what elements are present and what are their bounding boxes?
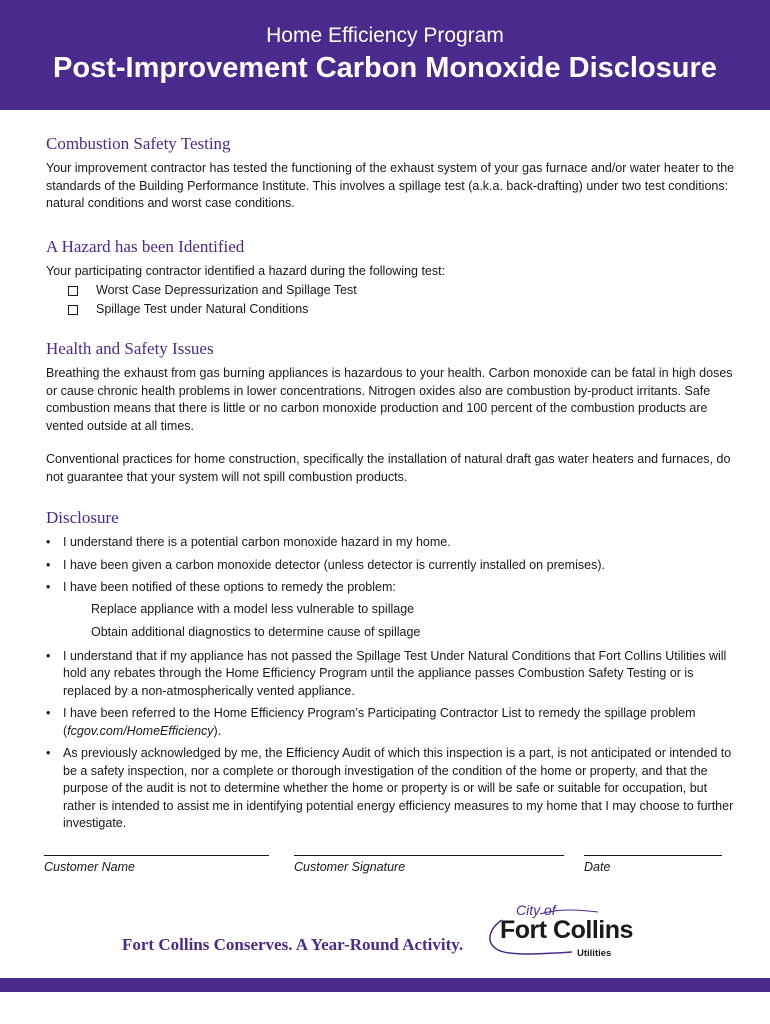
disclosure-section	[46, 508, 736, 833]
bullet-icon: •	[46, 535, 51, 549]
customer-name-label: Customer Name	[44, 860, 135, 874]
disclosure-text: I understand that if my appliance has not passed the Spillage Test Under Natural Conditions that Fort Collins Utilities will hold any rebates through the Home Efficiency Program until the appliance passes Combustion Safety Testing or is replaced by a non-atmospherically vented appliance.	[63, 648, 727, 698]
signature-line	[44, 855, 269, 856]
disclosure-text: I have been notified of these options to remedy the problem:	[63, 580, 396, 594]
hazard-test-options	[68, 281, 736, 319]
disclosure-text: I understand there is a potential carbon monoxide hazard in my home.	[63, 535, 451, 549]
list-item	[46, 579, 736, 642]
combustion-section	[46, 134, 736, 213]
remedy-option-replace: Replace appliance with a model less vulnerable to spillage	[91, 601, 415, 616]
bullet-icon: •	[46, 580, 51, 594]
hazard-section	[46, 237, 736, 320]
hazard-intro: Your participating contractor identified a hazard during the following test:	[46, 263, 446, 278]
logo-utilities: Utilities	[577, 948, 612, 959]
bullet-icon: •	[46, 557, 51, 572]
customer-name-field[interactable]	[44, 843, 269, 874]
hazard-heading: A Hazard has been Identified	[46, 236, 245, 256]
date-label: Date	[584, 860, 611, 874]
combustion-heading: Combustion Safety Testing	[46, 134, 231, 153]
test-option	[68, 300, 736, 319]
disclosure-text-end: ).	[213, 723, 222, 738]
program-subtitle: Home Efficiency Program	[266, 24, 504, 47]
test-option-label: Worst Case Depressurization and Spillage Test	[96, 283, 357, 297]
health-para-1: Breathing the exhaust from gas burning appliances is hazardous to your health. Carbon monoxide can be fatal in high doses or cause chronic health problems in lower concentrations. Nitrogen oxides also are combustion by-product irritants. Safe combustion means that there is little or no carbon monoxide production and 100 percent of the combustion products are vented outside at all times.	[46, 366, 733, 433]
disclosure-heading: Disclosure	[46, 508, 119, 527]
bullet-icon: •	[46, 706, 51, 720]
document-body	[46, 134, 736, 849]
logo-city-of: City of	[516, 902, 556, 918]
tagline: Fort Collins Conserves. A Year-Round Activity.	[122, 935, 464, 954]
efficiency-link[interactable]: fcgov.com/HomeEfficiency	[67, 723, 214, 738]
header-banner	[0, 0, 770, 110]
bullet-icon: •	[46, 746, 51, 760]
disclosure-text: I have been given a carbon monoxide detector (unless detector is currently installed on premises).	[63, 557, 605, 572]
logo-fort-collins: Fort Collins	[500, 916, 633, 944]
disclosure-text: As previously acknowledged by me, the Efficiency Audit of which this inspection is a part, is not anticipated or intended to be a safety inspection, nor a complete or thorough investigation of the condition of the home or property, and that the purpose of the audit is not to determine whether the home or property is or will be safe or suitable for occupation, but rather is intended to assist me in identifying potential energy efficiency measures to my home that I may choose to further investigate.	[63, 746, 734, 830]
remedy-options	[91, 601, 736, 642]
health-section	[46, 339, 736, 486]
signature-line	[584, 855, 722, 856]
footer-bar	[0, 978, 770, 992]
test-option-label: Spillage Test under Natural Conditions	[96, 302, 309, 316]
list-item	[46, 534, 736, 552]
date-field[interactable]	[584, 843, 722, 874]
list-item	[46, 705, 736, 740]
checkbox-worst-case[interactable]	[68, 286, 78, 296]
bullet-icon: •	[46, 648, 51, 663]
disclosure-list	[46, 534, 736, 833]
health-para-2: Conventional practices for home construction, specifically the installation of natural draft gas water heaters and furnaces, do not guarantee that your system will not spill combustion products.	[46, 452, 731, 484]
signature-line	[294, 855, 564, 856]
checkbox-natural-conditions[interactable]	[68, 305, 78, 315]
page-title: Post-Improvement Carbon Monoxide Disclosure	[53, 52, 717, 84]
list-item	[46, 557, 736, 575]
disclosure-text: I have been referred to the Home Efficiency Program’s Participating Contractor List to remedy the spillage problem (	[63, 706, 696, 738]
remedy-option-diagnostics: Obtain additional diagnostics to determine cause of spillage	[91, 625, 421, 639]
customer-signature-label: Customer Signature	[294, 860, 406, 874]
health-heading: Health and Safety Issues	[46, 339, 214, 358]
list-item	[46, 745, 736, 833]
combustion-text: Your improvement contractor has tested the functioning of the exhaust system of your gas furnace and/or water heater to the standards of the Building Performance Institute. This involves a spillage test (a.k.a. back-drafting) under two test conditions: natural conditions and worst case conditions.	[46, 161, 735, 210]
signature-row	[44, 843, 724, 883]
list-item	[46, 648, 736, 701]
fort-collins-logo	[480, 902, 640, 964]
customer-signature-field[interactable]	[294, 843, 564, 874]
test-option	[68, 281, 736, 300]
